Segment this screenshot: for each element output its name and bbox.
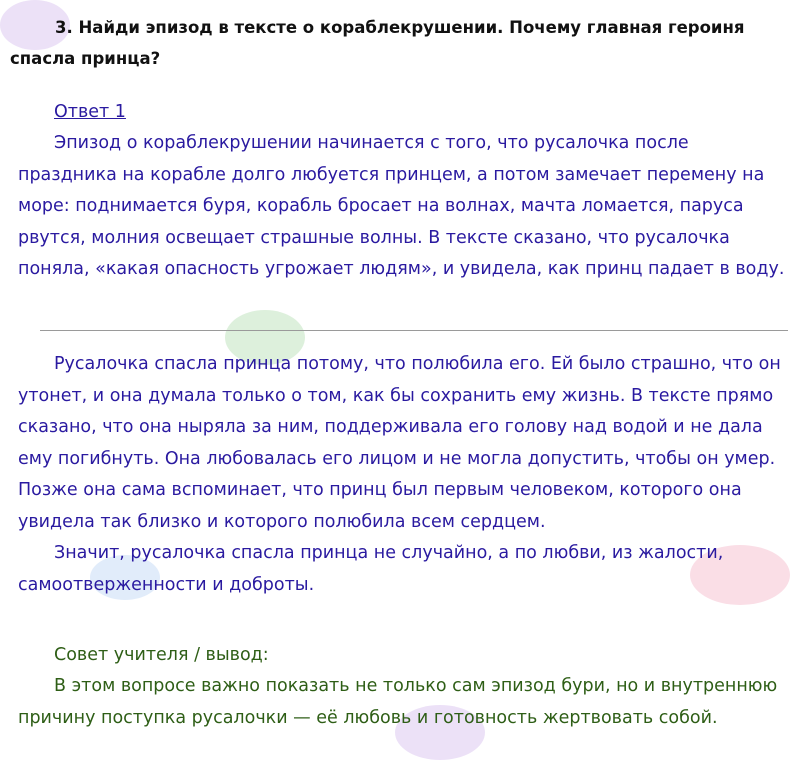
answer-paragraph-2-block bbox=[18, 349, 790, 601]
answer-heading: Ответ 1 bbox=[54, 102, 126, 122]
advice-block bbox=[18, 671, 790, 734]
question-text bbox=[10, 12, 790, 74]
answer-paragraph-1-block bbox=[18, 128, 790, 286]
advice-heading: Совет учителя / вывод: bbox=[54, 645, 269, 665]
question-number: 3. bbox=[55, 18, 73, 37]
advice-text: В этом вопросе важно показать не только сам эпизод бури, но и внутреннюю причину поступка русалочки — её любовь и готовность жертвовать собой. bbox=[18, 676, 778, 728]
answer-paragraph-3: Значит, русалочка спасла принца не случайно, а по любви, из жалости, самоотверженности и доброты. bbox=[18, 543, 724, 595]
question-body: Найди эпизод в тексте о кораблекрушении. Почему главная героиня спасла принца? bbox=[10, 18, 745, 68]
answer-paragraph-1: Эпизод о кораблекрушении начинается с того, что русалочка после праздника на корабле долго любуется принцем, а потом замечает перемену на море: поднимается буря, корабль бросает на волнах, мачта ломается, паруса рвутся, молния освещает страшные волны. В тексте сказано, что русалочка поняла, «какая опасность угрожает людям», и увидела, как принц падает в воду. bbox=[18, 133, 785, 279]
answer-paragraph-2: Русалочка спасла принца потому, что полюбила его. Ей было страшно, что он утонет, и она думала только о том, как бы сохранить ему жизнь. В тексте прямо сказано, что она ныряла за ним, поддерживала его голову над водой и не дала ему погибнуть. Она любовалась его лицом и не могла допустить, чтобы он умер. Позже она сама вспоминает, что принц был первым человеком, которого она увидела так близко и которого полюбила всем сердцем. bbox=[18, 354, 781, 532]
divider bbox=[40, 330, 788, 331]
